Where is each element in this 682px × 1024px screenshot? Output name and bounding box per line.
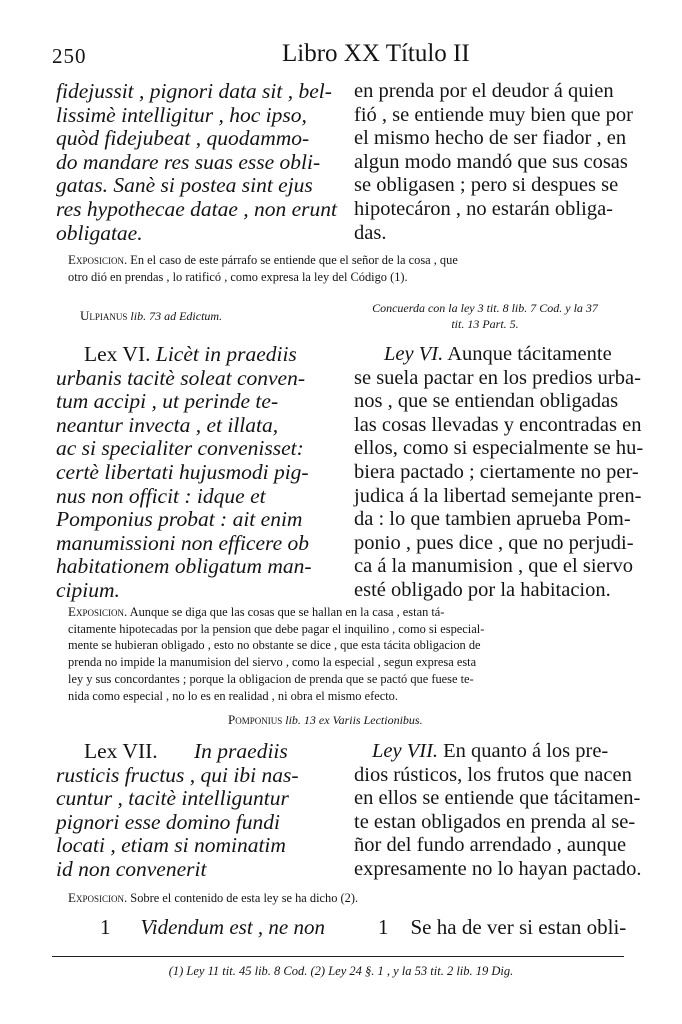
footnote-rule	[52, 956, 624, 957]
lex-vi-latin-body: urbanis tacitè soleat conven- tum accipi , ut perinde te- neantur invecta , et illata, ac si specialiter convenisset: certè libertati hujusmodi pig- nus non officit : idque et Pomponius probat : ait enim manumissioni non efficere ob habitationem obligatum man- cipium.	[56, 365, 312, 602]
latin-continuation: fidejussit , pignori data sit , bel- lissimè intelligitur , hoc ipso, quòd fidejubeat , quodammo- do mandare res suas esse obli- gatas. Sanè si postea sint ejus res hypothecae datae , non erunt obligatae.	[56, 79, 338, 245]
ley-vi-first: Aunque tácitamente	[443, 343, 612, 365]
exposicion-label: Exposicion.	[68, 604, 128, 619]
paragraph-1-latin-text: Videndum est , ne non	[140, 915, 325, 939]
page-number: 250	[52, 44, 87, 68]
paragraph-1-spanish	[378, 915, 626, 943]
lex-vii-latin-first: In praediis	[194, 739, 288, 763]
citation-pomponius	[228, 712, 423, 728]
exposicion-text: Aunque se diga que las cosas que se hallan en la casa , estan tá- citamente hipotecadas por la pension que debe pagar el inquilino , como si especial- mente se hubieran obligado , esto no obstante se dice , que esta tácita obligacion de prenda no impide la manumision del siervo , como la especial , segun expresa esta ley y sus concordantes ; porque la obligacion de prenda que se pactó que fuese te- nida como especial , no lo es en realidad , ni obra el mismo efecto.	[68, 605, 485, 703]
exposicion-label: Exposicion.	[68, 252, 128, 267]
paragraph-number: 1	[378, 915, 389, 939]
running-title: Libro XX Título II	[282, 40, 470, 67]
ley-vi-spanish-body: se suela pactar en los predios urba- nos , que se entiendan obligadas las cosas llevadas y encontradas en ellos, como si especialmente se hu- biera pactado ; ciertamente no per- judica á la libertad semejante pren- da : lo que tambien aprueba Pom- ponio , pues dice , que no perjudi- ca á la manumision , que el siervo esté obligado por la habitacion.	[354, 366, 644, 601]
exposicion-text: Sobre el contenido de esta ley se ha dicho (2).	[127, 891, 359, 905]
lex-vii-latin-heading: Lex VII.	[84, 739, 158, 763]
exposicion-3	[68, 890, 620, 907]
spanish-continuation: en prenda por el deudor á quien fió , se entiende muy bien que por el mismo hecho de ser fiador , en algun modo mandó que sus cosas se obligasen ; pero si despues se hipotecáron , no estarán obliga- das.	[354, 80, 633, 244]
ley-vi-spanish	[384, 343, 624, 367]
page-header	[52, 40, 612, 74]
lex-vi-latin-heading: Lex VI.	[84, 342, 151, 366]
ley-vii-spanish-body: dios rústicos, los frutos que nacen en ellos se entiende que tácitamen- te estan obligados en prenda al se- ñor del fundo arrendado , aunque expresamente no lo hayan pactado.	[354, 763, 642, 880]
lex-vi-latin	[84, 343, 346, 367]
exposicion-2	[68, 604, 620, 704]
citation-work: lib. 13 ex Variis Lectionibus.	[282, 713, 423, 727]
lex-vii-latin	[84, 740, 346, 764]
footnotes: (1) Ley 11 tit. 45 lib. 8 Cod. (2) Ley 24 §. 1 , y la 53 tit. 2 lib. 19 Dig.	[168, 964, 514, 978]
ley-vii-heading: Ley VII.	[372, 740, 439, 762]
lex-vi-latin-first: Licèt in praediis	[150, 342, 297, 366]
ley-vii-spanish	[372, 740, 624, 764]
paragraph-number: 1	[100, 915, 111, 939]
exposicion-1	[68, 252, 620, 285]
citation-work: lib. 73 ad Edictum.	[127, 309, 223, 323]
citation-ulpianus	[80, 308, 222, 324]
lex-vii-latin-body: rusticis fructus , qui ibi nas- cuntur , tacitè intelliguntur pignori esse domino fundi locati , etiam si nominatim id non convenerit	[56, 762, 299, 881]
exposicion-label: Exposicion.	[68, 890, 128, 905]
ley-vii-first: En quanto á los pre-	[438, 740, 609, 762]
citation-concordance: Concuerda con la ley 3 tit. 8 lib. 7 Cod. y la 37 tit. 13 Part. 5.	[372, 301, 598, 331]
ley-vi-heading: Ley VI.	[384, 343, 444, 365]
paragraph-1-spanish-text: Se ha de ver si estan obli-	[410, 915, 627, 939]
citation-author: Pomponius	[228, 712, 283, 727]
exposicion-text: En el caso de este párrafo se entiende que el señor de la cosa , que otro dió en prendas , lo ratificó , como expresa la ley del Código (1).	[68, 253, 458, 284]
paragraph-1-latin	[100, 915, 325, 943]
citation-author: Ulpianus	[80, 308, 128, 323]
